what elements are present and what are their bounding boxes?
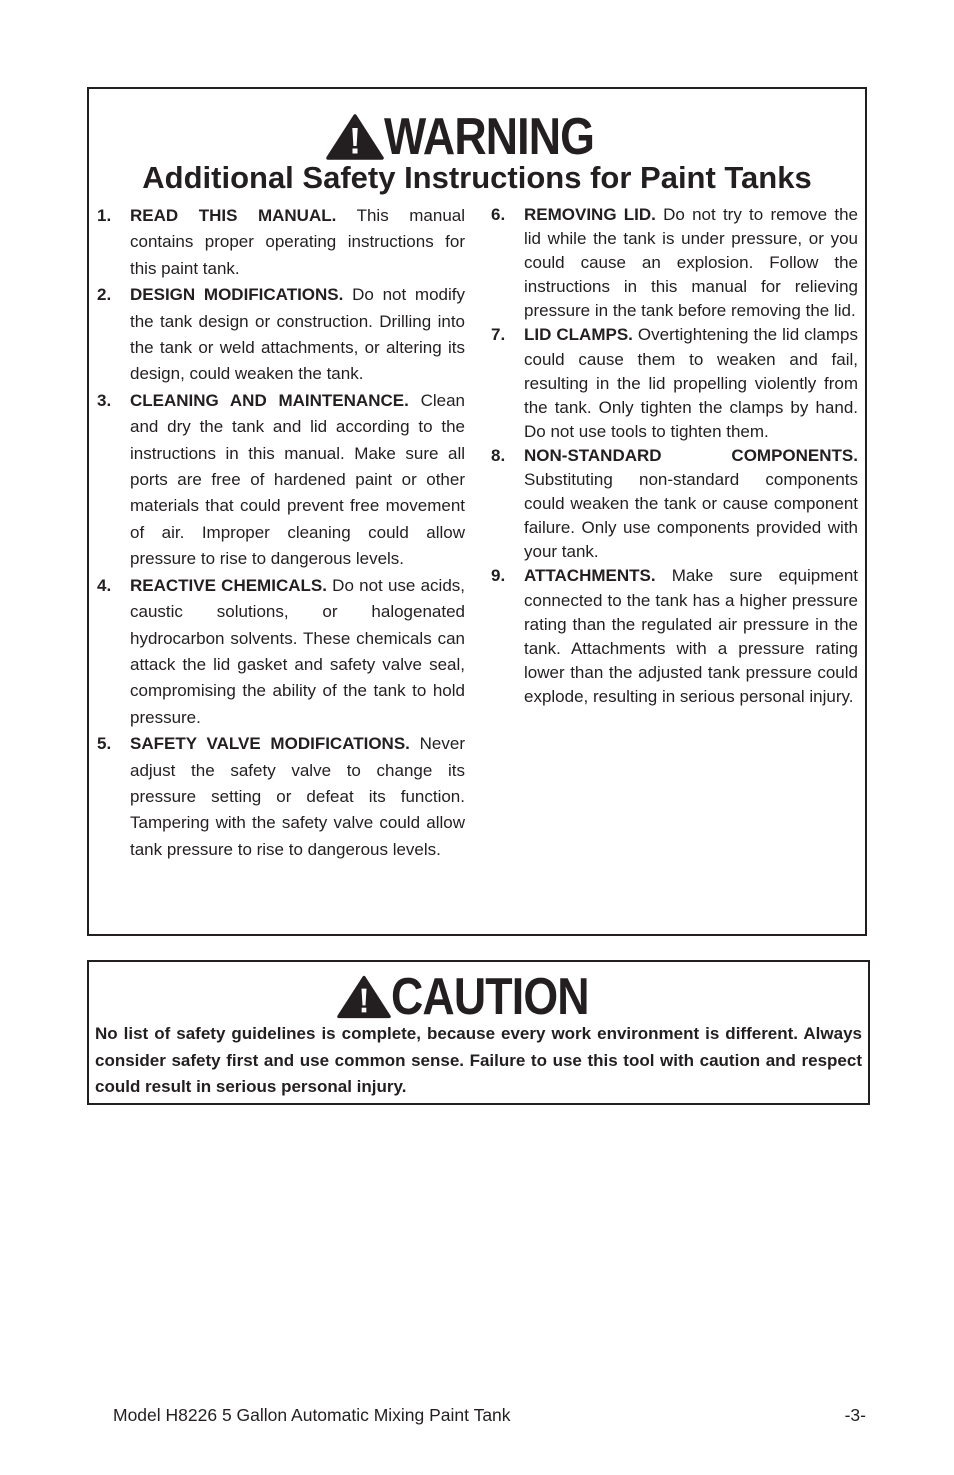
item-text: Do not try to remove the lid while the tank is under pressure, or you could cause an explosion. Follow the instructions in this manual for relieving pressure in the tank before removing the lid. xyxy=(524,205,858,321)
caution-label: CAUTION xyxy=(390,968,589,1026)
caution-text: No list of safety guidelines is complete, because every work environment is different. Always consider safety first and use common sense. Failure to use this tool with caution and respect could result in serious personal injury. xyxy=(95,1024,862,1096)
item-number: 1. xyxy=(97,206,112,225)
warning-banner xyxy=(89,107,865,167)
item-number: 9. xyxy=(491,566,506,586)
instruction-item xyxy=(97,203,465,282)
item-title: SAFETY VALVE MODIFICATIONS. xyxy=(130,734,410,754)
instruction-item xyxy=(491,323,858,443)
item-text: Make sure equipment connected to the tank has a higher pressure rating than the regulated air pressure in the tank. Attachments with a pressure rating lower than the adjusted tank pressure could explode, resulting in serious personal injury. xyxy=(524,566,858,706)
item-number: 2. xyxy=(97,285,112,305)
item-text: Never adjust the safety valve to change its pressure setting or defeat its function. Tampering with the safety valve could allow tank pressure to rise to dangerous levels. xyxy=(130,734,465,859)
item-number: 5. xyxy=(97,734,112,754)
item-title: NON-STANDARD COMPONENTS. xyxy=(524,445,858,465)
item-title: LID CLAMPS. xyxy=(524,325,633,345)
item-title: READ THIS MANUAL. xyxy=(130,206,337,225)
instruction-item xyxy=(491,203,858,323)
instruction-item xyxy=(97,573,465,731)
instruction-item xyxy=(97,388,465,573)
footer-page-number: -3- xyxy=(844,1405,866,1425)
item-title: ATTACHMENTS. xyxy=(524,566,656,586)
instruction-column-left xyxy=(97,203,465,863)
item-text: Do not use acids, caustic solutions, or halogenated hydrocarbon solvents. These chemicals can attack the lid gasket and safety valve seal, compromising the ability of the tank to hold pressure. xyxy=(130,575,465,727)
instruction-item xyxy=(491,444,858,564)
item-text: Do not modify the tank design or construction. Drilling into the tank or weld attachments, or altering its design, could weaken the tank. xyxy=(130,285,466,384)
caution-triangle-icon xyxy=(337,975,391,1019)
item-text: This manual contains proper operating instructions for this paint tank. xyxy=(130,206,466,278)
warning-box xyxy=(87,87,867,936)
item-text: Clean and dry the tank and lid according to the instructions in this manual. Make sure all ports are free of hardened paint or other materials that could prevent free movement of air. Improper cleaning could allow pressure to rise to dangerous levels. xyxy=(130,390,465,569)
warning-triangle-icon xyxy=(326,114,384,160)
instruction-item xyxy=(97,731,465,863)
item-title: REMOVING LID. xyxy=(524,205,656,224)
item-text: Overtightening the lid clamps could cause them to weaken and fail, resulting in the lid propelling violently from the tank. Only tighten the clamps by hand. Do not use tools to tighten them. xyxy=(524,325,859,441)
item-number: 7. xyxy=(491,325,506,345)
instruction-item xyxy=(491,564,858,709)
item-title: CLEANING AND MAINTENANCE. xyxy=(130,390,409,410)
item-text: Substituting non-standard components could weaken the tank or cause component failure. Only use components provided with your tank. xyxy=(524,470,858,562)
instruction-column-right xyxy=(491,203,858,709)
section-subtitle: Additional Safety Instructions for Paint Tanks xyxy=(142,160,812,195)
item-title: REACTIVE CHEMICALS. xyxy=(130,575,327,595)
item-title: DESIGN MODIFICATIONS. xyxy=(130,285,344,305)
item-number: 3. xyxy=(97,390,112,410)
caution-banner xyxy=(89,969,868,1025)
item-number: 6. xyxy=(491,205,506,224)
caution-box xyxy=(87,960,870,1105)
instruction-item xyxy=(97,282,465,388)
item-number: 4. xyxy=(97,575,112,595)
footer-model-title: Model H8226 5 Gallon Automatic Mixing Paint Tank xyxy=(113,1405,511,1425)
item-number: 8. xyxy=(491,445,506,465)
warning-label: WARNING xyxy=(383,108,594,166)
